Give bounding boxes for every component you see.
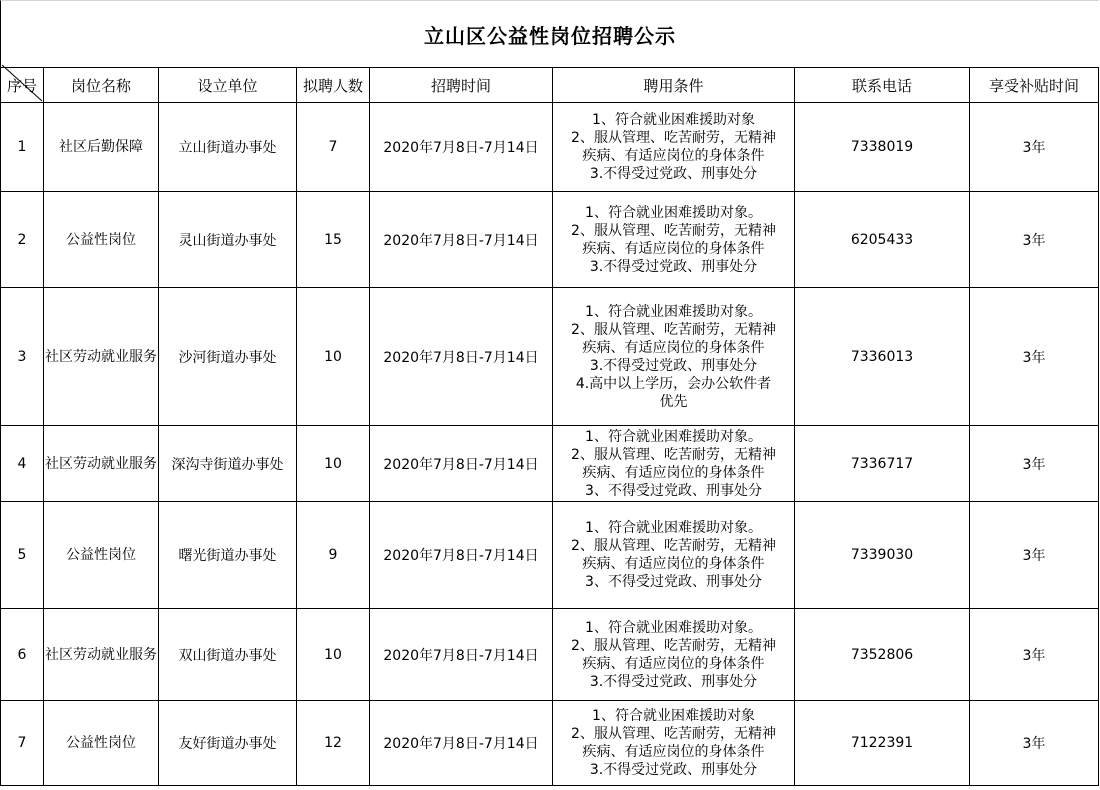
conditions-cell — [553, 192, 795, 288]
header-phone: 联系电话 — [795, 68, 970, 103]
position-name: 公益性岗位 — [44, 192, 159, 288]
conditions-cell — [553, 103, 795, 192]
condition-line: 3、不得受过党政、刑事处分 — [585, 574, 762, 590]
unit-name: 灵山街道办事处 — [159, 192, 297, 288]
condition-line: 3.不得受过党政、刑事处分 — [589, 166, 758, 182]
header-time: 招聘时间 — [370, 68, 553, 103]
table-row — [1, 426, 1099, 502]
subsidy-period: 3年 — [970, 701, 1099, 786]
unit-name: 双山街道办事处 — [159, 609, 297, 701]
row-number: 1 — [1, 103, 44, 192]
recruitment-table — [0, 67, 1099, 786]
table-row — [1, 609, 1099, 701]
condition-line: 疾病、有适应岗位的身体条件 — [582, 464, 765, 481]
condition-line: 3.不得受过党政、刑事处分 — [589, 673, 758, 690]
position-name: 社区劳动就业服务 — [44, 609, 159, 701]
hire-count: 12 — [297, 701, 370, 786]
conditions-cell — [553, 701, 795, 786]
condition-line: 3.不得受过党政、刑事处分 — [589, 258, 758, 275]
hire-count: 15 — [297, 192, 370, 288]
position-name: 社区劳动就业服务 — [44, 426, 159, 502]
condition-line: 疾病、有适应岗位的身体条件 — [582, 240, 765, 257]
condition-line: 1、符合就业困难援助对象。 — [585, 303, 762, 320]
row-number: 7 — [1, 701, 44, 786]
recruit-time: 2020年7月8日-7月14日 — [370, 609, 553, 701]
conditions-cell — [553, 609, 795, 701]
unit-name: 友好街道办事处 — [159, 701, 297, 786]
position-name: 公益性岗位 — [44, 502, 159, 609]
header-subsidy: 享受补贴时间 — [970, 68, 1099, 103]
condition-line: 疾病、有适应岗位的身体条件 — [582, 655, 765, 672]
hire-count: 10 — [297, 609, 370, 701]
condition-line: 3.不得受过党政、刑事处分 — [589, 762, 758, 778]
recruit-time: 2020年7月8日-7月14日 — [370, 502, 553, 609]
header-unit: 设立单位 — [159, 68, 297, 103]
row-number: 6 — [1, 609, 44, 701]
condition-line: 2、服从管理、吃苦耐劳，无精神 — [571, 637, 776, 654]
condition-line: 优先 — [659, 393, 688, 410]
unit-name: 立山街道办事处 — [159, 103, 297, 192]
contact-phone: 7352806 — [795, 609, 970, 701]
condition-line: 疾病、有适应岗位的身体条件 — [582, 339, 765, 356]
header-conditions: 聘用条件 — [553, 68, 795, 103]
header-count: 拟聘人数 — [297, 68, 370, 103]
subsidy-period: 3年 — [970, 103, 1099, 192]
contact-phone: 7339030 — [795, 502, 970, 609]
recruit-time: 2020年7月8日-7月14日 — [370, 288, 553, 426]
condition-line: 疾病、有适应岗位的身体条件 — [582, 556, 765, 572]
recruit-time: 2020年7月8日-7月14日 — [370, 192, 553, 288]
recruit-time: 2020年7月8日-7月14日 — [370, 426, 553, 502]
subsidy-period: 3年 — [970, 426, 1099, 502]
condition-line: 1、符合就业困难援助对象。 — [585, 428, 762, 445]
table-row — [1, 502, 1099, 609]
unit-name: 曙光街道办事处 — [159, 502, 297, 609]
position-name: 社区劳动就业服务 — [44, 288, 159, 426]
hire-count: 10 — [297, 288, 370, 426]
subsidy-period: 3年 — [970, 288, 1099, 426]
condition-line: 2、服从管理、吃苦耐劳，无精神 — [571, 222, 776, 239]
subsidy-period: 3年 — [970, 502, 1099, 609]
unit-name: 沙河街道办事处 — [159, 288, 297, 426]
table-header-row — [1, 68, 1099, 103]
table-row — [1, 192, 1099, 288]
hire-count: 10 — [297, 426, 370, 502]
condition-line: 3.不得受过党政、刑事处分 — [589, 357, 758, 374]
row-number: 3 — [1, 288, 44, 426]
table-row — [1, 701, 1099, 786]
condition-line: 2、服从管理、吃苦耐劳，无精神 — [571, 130, 776, 146]
condition-line: 2、服从管理、吃苦耐劳，无精神 — [571, 321, 776, 338]
unit-name: 深沟寺街道办事处 — [159, 426, 297, 502]
subsidy-period: 3年 — [970, 192, 1099, 288]
page-title: 立山区公益性岗位招聘公示 — [424, 23, 676, 48]
table-row — [1, 288, 1099, 426]
contact-phone: 7338019 — [795, 103, 970, 192]
row-number: 5 — [1, 502, 44, 609]
position-name: 公益性岗位 — [44, 701, 159, 786]
condition-line: 4.高中以上学历，会办公软件者 — [575, 375, 772, 392]
table-row — [1, 103, 1099, 192]
condition-line: 1、符合就业困难援助对象 — [592, 112, 755, 128]
contact-phone: 7122391 — [795, 701, 970, 786]
recruit-time: 2020年7月8日-7月14日 — [370, 103, 553, 192]
hire-count: 9 — [297, 502, 370, 609]
conditions-cell — [553, 426, 795, 502]
header-diagonal-line — [0, 63, 44, 103]
condition-line: 1、符合就业困难援助对象。 — [585, 204, 762, 221]
header-no: 序号 — [1, 68, 44, 103]
recruit-time: 2020年7月8日-7月14日 — [370, 701, 553, 786]
contact-phone: 6205433 — [795, 192, 970, 288]
row-number: 4 — [1, 426, 44, 502]
condition-line: 3、不得受过党政、刑事处分 — [585, 482, 762, 499]
contact-phone: 7336717 — [795, 426, 970, 502]
condition-line: 2、服从管理、吃苦耐劳，无精神 — [571, 726, 776, 742]
condition-line: 2、服从管理、吃苦耐劳，无精神 — [571, 446, 776, 463]
subsidy-period: 3年 — [970, 609, 1099, 701]
title-bar — [0, 0, 1099, 67]
condition-line: 1、符合就业困难援助对象 — [592, 708, 755, 724]
condition-line: 疾病、有适应岗位的身体条件 — [582, 744, 765, 760]
contact-phone: 7336013 — [795, 288, 970, 426]
position-name: 社区后勤保障 — [44, 103, 159, 192]
condition-line: 1、符合就业困难援助对象。 — [585, 619, 762, 636]
condition-line: 1、符合就业困难援助对象。 — [585, 520, 762, 536]
header-position: 岗位名称 — [44, 68, 159, 103]
row-number: 2 — [1, 192, 44, 288]
condition-line: 2、服从管理、吃苦耐劳，无精神 — [571, 538, 776, 554]
conditions-cell — [553, 288, 795, 426]
conditions-cell — [553, 502, 795, 609]
hire-count: 7 — [297, 103, 370, 192]
condition-line: 疾病、有适应岗位的身体条件 — [582, 148, 765, 164]
